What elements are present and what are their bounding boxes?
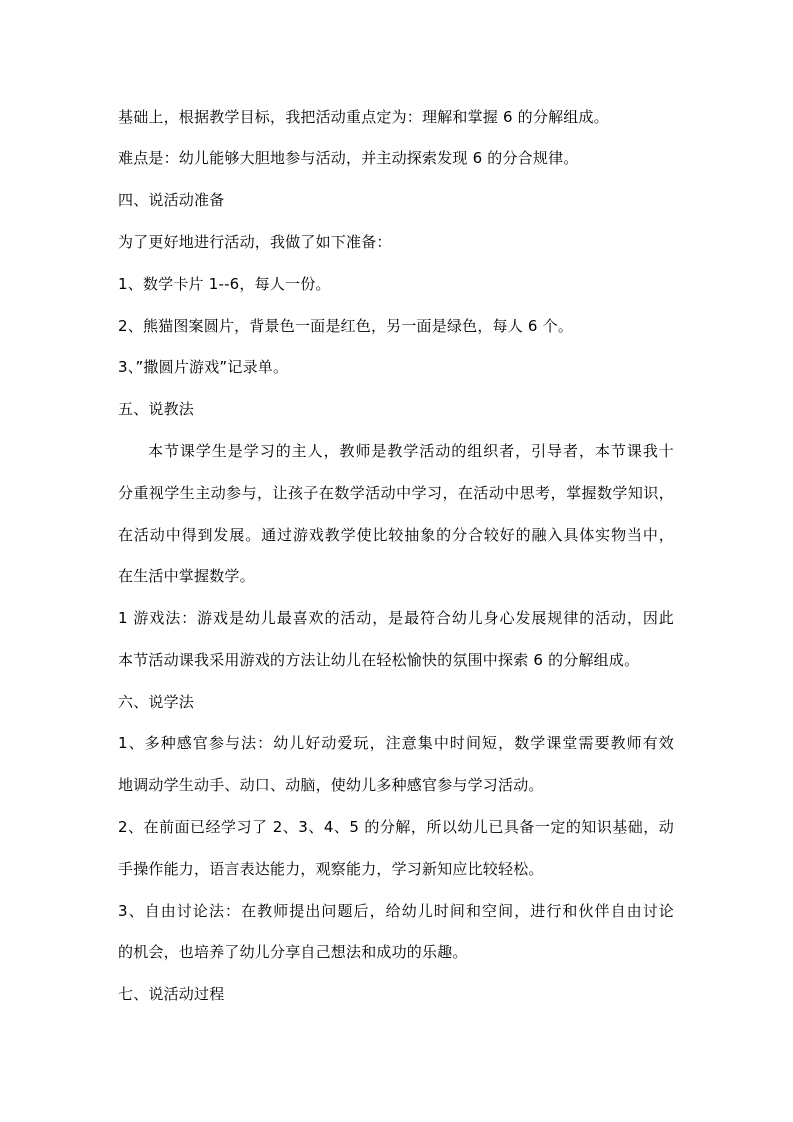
paragraph-line: 手操作能力，语言表达能力，观察能力，学习新知应比较轻松。: [118, 860, 544, 878]
paragraph-line: 地调动学生动手、动口、动脑，使幼儿多种感官参与学习活动。: [118, 776, 544, 794]
paragraph-line: 的机会，也培养了幼儿分享自己想法和成功的乐趣。: [118, 943, 468, 961]
paragraph-line: 在活动中得到发展。通过游戏教学使比较抽象的分合较好的融入具体实物当中，: [118, 526, 674, 544]
paragraph-line: 基础上，根据教学目标，我把活动重点定为：理解和掌握 6 的分解组成。: [118, 108, 609, 126]
paragraph-line: 难点是：幼儿能够大胆地参与活动，并主动探索发现 6 的分合规律。: [118, 149, 579, 167]
list-item: 3、”撒圆片游戏”记录单。: [118, 358, 289, 376]
section-heading: 四、说活动准备: [118, 191, 225, 209]
paragraph-line: 本节活动课我采用游戏的方法让幼儿在轻松愉快的氛围中探索 6 的分解组成。: [118, 651, 640, 669]
paragraph-line: 在生活中掌握数学。: [118, 567, 255, 585]
list-item: 2、在前面已经学习了 2、3、4、5 的分解，所以幼儿已具备一定的知识基础，动: [118, 818, 674, 836]
paragraph-line: 1 游戏法：游戏是幼儿最喜欢的活动，是最符合幼儿身心发展规律的活动，因此: [118, 609, 674, 627]
paragraph-line: 为了更好地进行活动，我做了如下准备：: [118, 233, 392, 251]
list-item: 3、自由讨论法：在教师提出问题后，给幼儿时间和空间，进行和伙伴自由讨论: [118, 902, 674, 920]
paragraph-line: 本节课学生是学习的主人，教师是教学活动的组织者，引导者，本节课我十: [148, 442, 674, 460]
paragraph-line: 分重视学生主动参与，让孩子在数学活动中学习，在活动中思考，掌握数学知识，: [118, 484, 674, 502]
section-heading: 七、说活动过程: [118, 985, 225, 1003]
list-item: 1、数学卡片 1--6，每人一份。: [118, 275, 331, 293]
list-item: 1、多种感官参与法：幼儿好动爱玩，注意集中时间短，数学课堂需要教师有效: [118, 734, 674, 752]
list-item: 2、熊猫图案圆片，背景色一面是红色，另一面是绿色，每人 6 个。: [118, 317, 574, 335]
section-heading: 五、说教法: [118, 400, 195, 418]
section-heading: 六、说学法: [118, 693, 195, 711]
